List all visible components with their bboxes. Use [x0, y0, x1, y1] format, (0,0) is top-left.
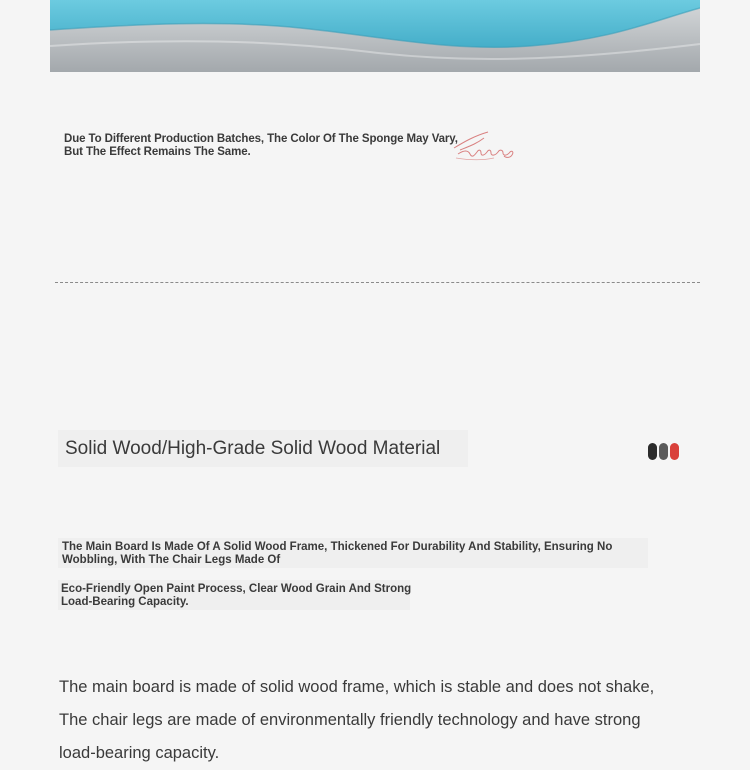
description-1-line-1: The Main Board Is Made Of A Solid Wood Frame, Thickened For Durability And Stability, Ensuring No — [62, 541, 613, 553]
description-block-1 — [62, 541, 622, 567]
note-line-2: But The Effect Remains The Same. — [64, 146, 251, 158]
handwritten-signature — [450, 128, 520, 164]
color-variation-note — [64, 133, 458, 159]
section-divider — [55, 282, 700, 283]
sponge-product-image — [50, 0, 700, 72]
color-swatch-black — [648, 443, 657, 460]
sponge-wave-illustration — [50, 0, 700, 72]
color-swatch-red — [670, 443, 679, 460]
description-block-2 — [61, 583, 411, 609]
section-title: Solid Wood/High-Grade Solid Wood Material — [65, 438, 441, 459]
color-swatch-group — [648, 443, 679, 460]
body-line-2: The chair legs are made of environmentally friendly technology and have strong — [59, 711, 641, 729]
description-1-line-2: Wobbling, With The Chair Legs Made Of — [62, 554, 281, 566]
body-line-3: load-bearing capacity. — [59, 744, 220, 762]
color-swatch-grey — [659, 443, 668, 460]
body-line-1: The main board is made of solid wood frame, which is stable and does not shake, — [59, 678, 655, 696]
description-2-line-1: Eco-Friendly Open Paint Process, Clear Wood Grain And Strong — [61, 583, 412, 595]
note-line-1: Due To Different Production Batches, The Color Of The Sponge May Vary, — [64, 133, 458, 145]
body-paragraph — [59, 671, 654, 770]
description-2-line-2: Load-Bearing Capacity. — [61, 596, 189, 608]
